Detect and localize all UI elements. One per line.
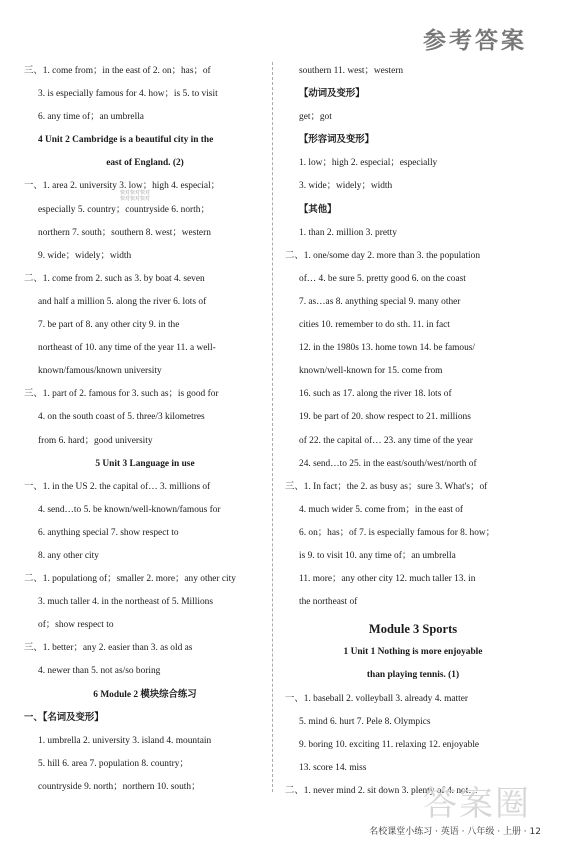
- answer-line: 4. newer than 5. not as/so boring: [38, 666, 161, 677]
- answer-line: 1. than 2. million 3. pretty: [299, 227, 397, 238]
- answer-line: known/well-known for 15. come from: [299, 366, 443, 377]
- answer-line: 三、1. come from；in the east of 2. on；has；of: [24, 66, 211, 76]
- answer-line: 【形容词及变形】: [299, 135, 375, 146]
- answer-line: of；show respect to: [38, 620, 114, 631]
- answer-line: of… 4. be sure 5. pretty good 6. on the coast: [299, 273, 466, 284]
- answer-line: northern 7. south；southern 8. west；western: [38, 227, 211, 238]
- answer-line: 13. score 14. miss: [299, 762, 367, 773]
- answer-line: 6 Module 2 模块综合练习: [93, 689, 197, 700]
- answer-line: 【其他】: [299, 204, 337, 215]
- answer-line: Module 3 Sports: [368, 622, 458, 637]
- answer-line: 19. be part of 20. show respect to 21. millions: [299, 412, 471, 423]
- answer-line: 4 Unit 2 Cambridge is a beautiful city in the: [38, 135, 214, 146]
- answer-line: 一、1. baseball 2. volleyball 3. already 4. matter: [285, 693, 469, 704]
- stamp: 快对快对快对快对快对快对: [119, 190, 150, 202]
- answer-line: and half a million 5. along the river 6. lots of: [38, 296, 207, 307]
- answer-line: 三、1. In fact；the 2. as busy as；sure 3. What's；of: [285, 481, 488, 492]
- answer-line: countryside 9. north；northern 10. south；: [38, 781, 201, 792]
- answer-line: than playing tennis. (1): [366, 670, 460, 681]
- answer-line: east of England. (2): [106, 158, 184, 169]
- answer-line: 5 Unit 3 Language in use: [95, 458, 195, 469]
- column-divider: [272, 62, 273, 792]
- answer-line: 一、1. area 2. university 3. low；high 4. especial；: [24, 181, 221, 192]
- answer-line: is 9. to visit 10. any time of；an umbrella: [299, 550, 456, 561]
- answer-line: 4. on the south coast of 5. three/3 kilometres: [38, 412, 205, 423]
- answer-line: 7. as…as 8. anything special 9. many other: [299, 296, 461, 307]
- answer-line: northeast of 10. any time of the year 11. a well-: [38, 343, 216, 354]
- answer-line: 9. wide；widely；width: [38, 250, 132, 261]
- answer-line: 【动词及变形】: [299, 89, 365, 100]
- answer-line: 7. be part of 8. any other city 9. in the: [38, 320, 180, 331]
- answer-line: the northeast of: [299, 597, 358, 608]
- answer-line: 二、1. never mind 2. sit down 3. plenty of 4. not…: [285, 785, 478, 796]
- answer-line: 一、1. in the US 2. the capital of… 3. millions of: [24, 481, 211, 492]
- answer-line: 6. any time of；an umbrella: [38, 112, 144, 123]
- page-footer: 名校课堂小练习 · 英语 · 八年级 · 上册 · 12: [369, 827, 541, 837]
- answer-line: cities 10. remember to do sth. 11. in fact: [299, 320, 450, 331]
- answer-line: 4. much wider 5. come from；in the east of: [299, 504, 464, 515]
- answer-line: 5. hill 6. area 7. population 8. country；: [38, 758, 189, 769]
- watermark: 答案圈: [423, 784, 531, 824]
- answer-line: 3. much taller 4. in the northeast of 5. Millions: [38, 597, 213, 608]
- answer-line: 三、1. part of 2. famous for 3. such as；is good for: [24, 389, 219, 400]
- answer-line: 1 Unit 1 Nothing is more enjoyable: [343, 647, 483, 658]
- answer-line: 3. wide；widely；width: [299, 181, 393, 192]
- answer-line: 6. on；has；of 7. is especially famous for 8. how；: [299, 527, 496, 538]
- answer-line: 4. send…to 5. be known/well-known/famous for: [38, 504, 221, 515]
- answer-line: 6. anything special 7. show respect to: [38, 527, 179, 538]
- answer-line: 一、【名词及变形】: [24, 712, 104, 723]
- answer-line: 8. any other city: [38, 550, 99, 561]
- answer-line: 24. send…to 25. in the east/south/west/north of: [299, 458, 477, 469]
- answer-line: 二、1. come from 2. such as 3. by boat 4. seven: [24, 273, 205, 284]
- left-column: [24, 60, 266, 799]
- answer-line: from 6. hard；good university: [38, 435, 153, 446]
- page-header-title: 参考答案: [423, 28, 527, 54]
- answer-line: of 22. the capital of… 23. any time of the year: [299, 435, 473, 446]
- answer-line: southern 11. west；western: [299, 66, 404, 76]
- answer-line: 3. is especially famous for 4. how；is 5. to visit: [38, 89, 218, 100]
- answer-line: 1. umbrella 2. university 3. island 4. mountain: [38, 735, 212, 746]
- answer-line: known/famous/known university: [38, 366, 162, 377]
- answer-line: 5. mind 6. hurt 7. Pele 8. Olympics: [299, 716, 431, 727]
- answer-line: 9. boring 10. exciting 11. relaxing 12. enjoyable: [299, 739, 480, 750]
- answer-line: 三、1. better；any 2. easier than 3. as old as: [24, 643, 193, 654]
- answer-line: 11. more；any other city 12. much taller 13. in: [299, 574, 476, 585]
- answer-line: 1. low；high 2. especial；especially: [299, 158, 438, 169]
- answer-line: especially 5. country；countryside 6. north；: [38, 204, 210, 215]
- answer-line: 12. in the 1980s 13. home town 14. be famous/: [299, 343, 476, 354]
- answer-line: get；got: [299, 112, 332, 123]
- answer-line: 二、1. populationg of；smaller 2. more；any other city: [24, 574, 236, 585]
- right-column: [285, 60, 541, 803]
- answer-line: 二、1. one/some day 2. more than 3. the population: [285, 250, 481, 261]
- answer-line: 16. such as 17. along the river 18. lots of: [299, 389, 452, 400]
